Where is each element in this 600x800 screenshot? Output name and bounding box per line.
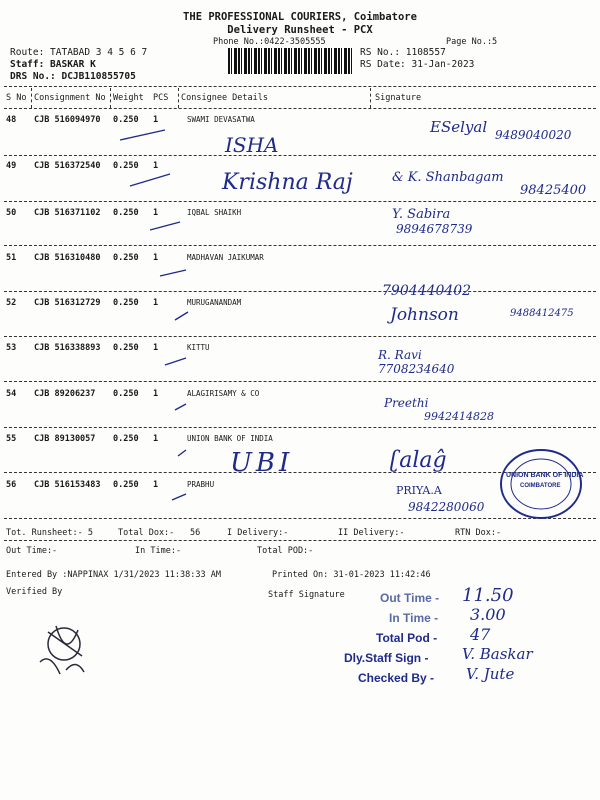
row-pcs: 1 [153,434,159,444]
row-consignment: CJB 516310480 [34,253,101,263]
route: Route: TATABAD 3 4 5 6 7 [10,47,148,58]
document-title: Delivery Runsheet - PCX [227,24,373,36]
handwritten-name: ISHA [225,133,279,157]
total-dox-label: Total Dox:- [118,528,175,538]
tick-mark [130,174,170,186]
company-title: THE PROFESSIONAL COURIERS, Coimbatore [183,11,417,23]
rs-number: RS No.: 1108557 [360,47,446,58]
staff-signature: Staff Signature [268,590,345,600]
stamp-dly-staff-value: V. Baskar [462,645,533,663]
col-consignee: Consignee Details [181,93,268,103]
row-consignment: CJB 516338893 [34,343,101,353]
bank-stamp-text: UNION BANK OF INDIA [506,472,584,479]
col-pcs: PCS [153,93,169,103]
col-sno: S No [6,93,27,103]
i-delivery: I Delivery:- [227,528,289,538]
row-consignee: KITTU [187,343,210,352]
tick-mark [178,450,186,456]
handwritten-signature: Y. Sabira [392,207,451,222]
handwritten-phone: 9942414828 [424,410,494,423]
totals-rule [4,540,596,541]
row-sno: 51 [6,253,17,263]
row-weight: 0.250 [113,343,139,353]
printed-on: Printed On: 31-01-2023 11:42:46 [272,570,431,580]
row-consignee: UNION BANK OF INDIA [187,434,273,443]
tick-mark [120,130,165,140]
handwritten-signature: Johnson [390,305,459,325]
row-consignment: CJB 516153483 [34,480,101,490]
handwritten-signature: & K. Shanbagam [392,170,504,185]
stamp-checked-by-value: V. Jute [466,665,515,683]
col-weight: Weight [113,93,144,103]
handwritten-signature: Preethi [384,396,429,410]
stamp-total-pod: Total Pod - [376,631,438,645]
tick-mark [160,270,186,276]
row-consignee: IQBAL SHAIKH [187,208,242,217]
verified-by: Verified By [6,587,63,597]
stamp-total-pod-value: 47 [470,625,491,644]
entered-by: Entered By :NAPPINAX 1/31/2023 11:38:33 AM [6,570,221,580]
row-weight: 0.250 [113,115,139,125]
handwritten-phone: 9489040020 [495,128,572,142]
row-weight: 0.250 [113,298,139,308]
handwritten-name: Krishna Raj [222,170,353,195]
row-consignee: ALAGIRISAMY & CO [187,389,260,398]
handwritten-phone: 7708234640 [378,362,455,376]
total-dox-value: 56 [190,528,201,538]
row-consignment: CJB 89206237 [34,389,96,399]
row-sno: 49 [6,161,17,171]
row-consignee: MADHAVAN JAIKUMAR [187,253,264,262]
row-consignee: PRABHU [187,480,215,489]
rtn-dox: RTN Dox:- [455,528,502,538]
row-consignment: CJB 89130057 [34,434,96,444]
row-pcs: 1 [153,208,159,218]
row-sno: 52 [6,298,17,308]
row-weight: 0.250 [113,161,139,171]
handwritten-name: UBI [230,448,294,478]
handwritten-signature: R. Ravi [378,348,422,362]
row-consignment: CJB 516312729 [34,298,101,308]
row-consignment: CJB 516094970 [34,115,101,125]
row-weight: 0.250 [113,434,139,444]
row-consignment: CJB 516371102 [34,208,101,218]
tick-mark [165,358,186,365]
stamp-out-time-value: 11.50 [462,585,514,606]
handwritten-phone: 9488412475 [510,308,574,319]
row-pcs: 1 [153,253,159,263]
tick-mark [172,494,186,500]
stamp-in-time: In Time - [389,611,439,625]
col-consignment: Consignment No [34,93,106,103]
handwritten-signature: ʗalaĝ [390,448,447,473]
row-weight: 0.250 [113,253,139,263]
out-time: Out Time:- [6,546,58,556]
handwritten-phone: 9894678739 [396,222,473,236]
tick-mark [175,404,186,410]
handwritten-signature: ESelyal [430,118,488,136]
phone-number: Phone No.:0422-3505555 [213,37,326,47]
in-time: In Time:- [135,546,182,556]
row-weight: 0.250 [113,389,139,399]
row-consignment: CJB 516372540 [34,161,101,171]
ii-delivery: II Delivery:- [338,528,405,538]
row-weight: 0.250 [113,208,139,218]
stamp-checked-by: Checked By - [358,671,435,685]
drs-number: DRS No.: DCJB110855705 [10,71,136,82]
row-sno: 48 [6,115,17,125]
row-pcs: 1 [153,298,159,308]
handwritten-phone: 7904440402 [382,283,472,299]
staff: Staff: BASKAR K [10,59,96,70]
row-consignee: MURUGANANDAM [187,298,242,307]
page-number: Page No.:5 [446,37,498,47]
row-sno: 50 [6,208,17,218]
tick-mark [150,222,180,230]
handwritten-signature: PRIYA.A [396,484,442,497]
row-pcs: 1 [153,343,159,353]
row-pcs: 1 [153,115,159,125]
tick-mark [175,312,188,320]
stamp-dly-staff: Dly.Staff Sign - [344,651,429,665]
row-sno: 54 [6,389,17,399]
tot-runsheet: Tot. Runsheet:- 5 [6,528,93,538]
row-sno: 55 [6,434,17,444]
row-pcs: 1 [153,161,159,171]
total-pod: Total POD:- [257,546,314,556]
row-sno: 56 [6,480,17,490]
row-sno: 53 [6,343,17,353]
stamp-in-time-value: 3.00 [470,605,506,624]
handwritten-phone: 9842280060 [408,500,485,514]
row-weight: 0.250 [113,480,139,490]
handwritten-phone: 98425400 [520,183,587,198]
verified-signature [26,612,106,684]
rs-date: RS Date: 31-Jan-2023 [360,59,475,70]
row-pcs: 1 [153,389,159,399]
col-signature: Signature [375,93,422,103]
row-consignee: SWAMI DEVASATWA [187,115,255,124]
bank-stamp-subtext: COIMBATORE [520,483,561,489]
row-pcs: 1 [153,480,159,490]
stamp-out-time: Out Time - [380,591,440,605]
